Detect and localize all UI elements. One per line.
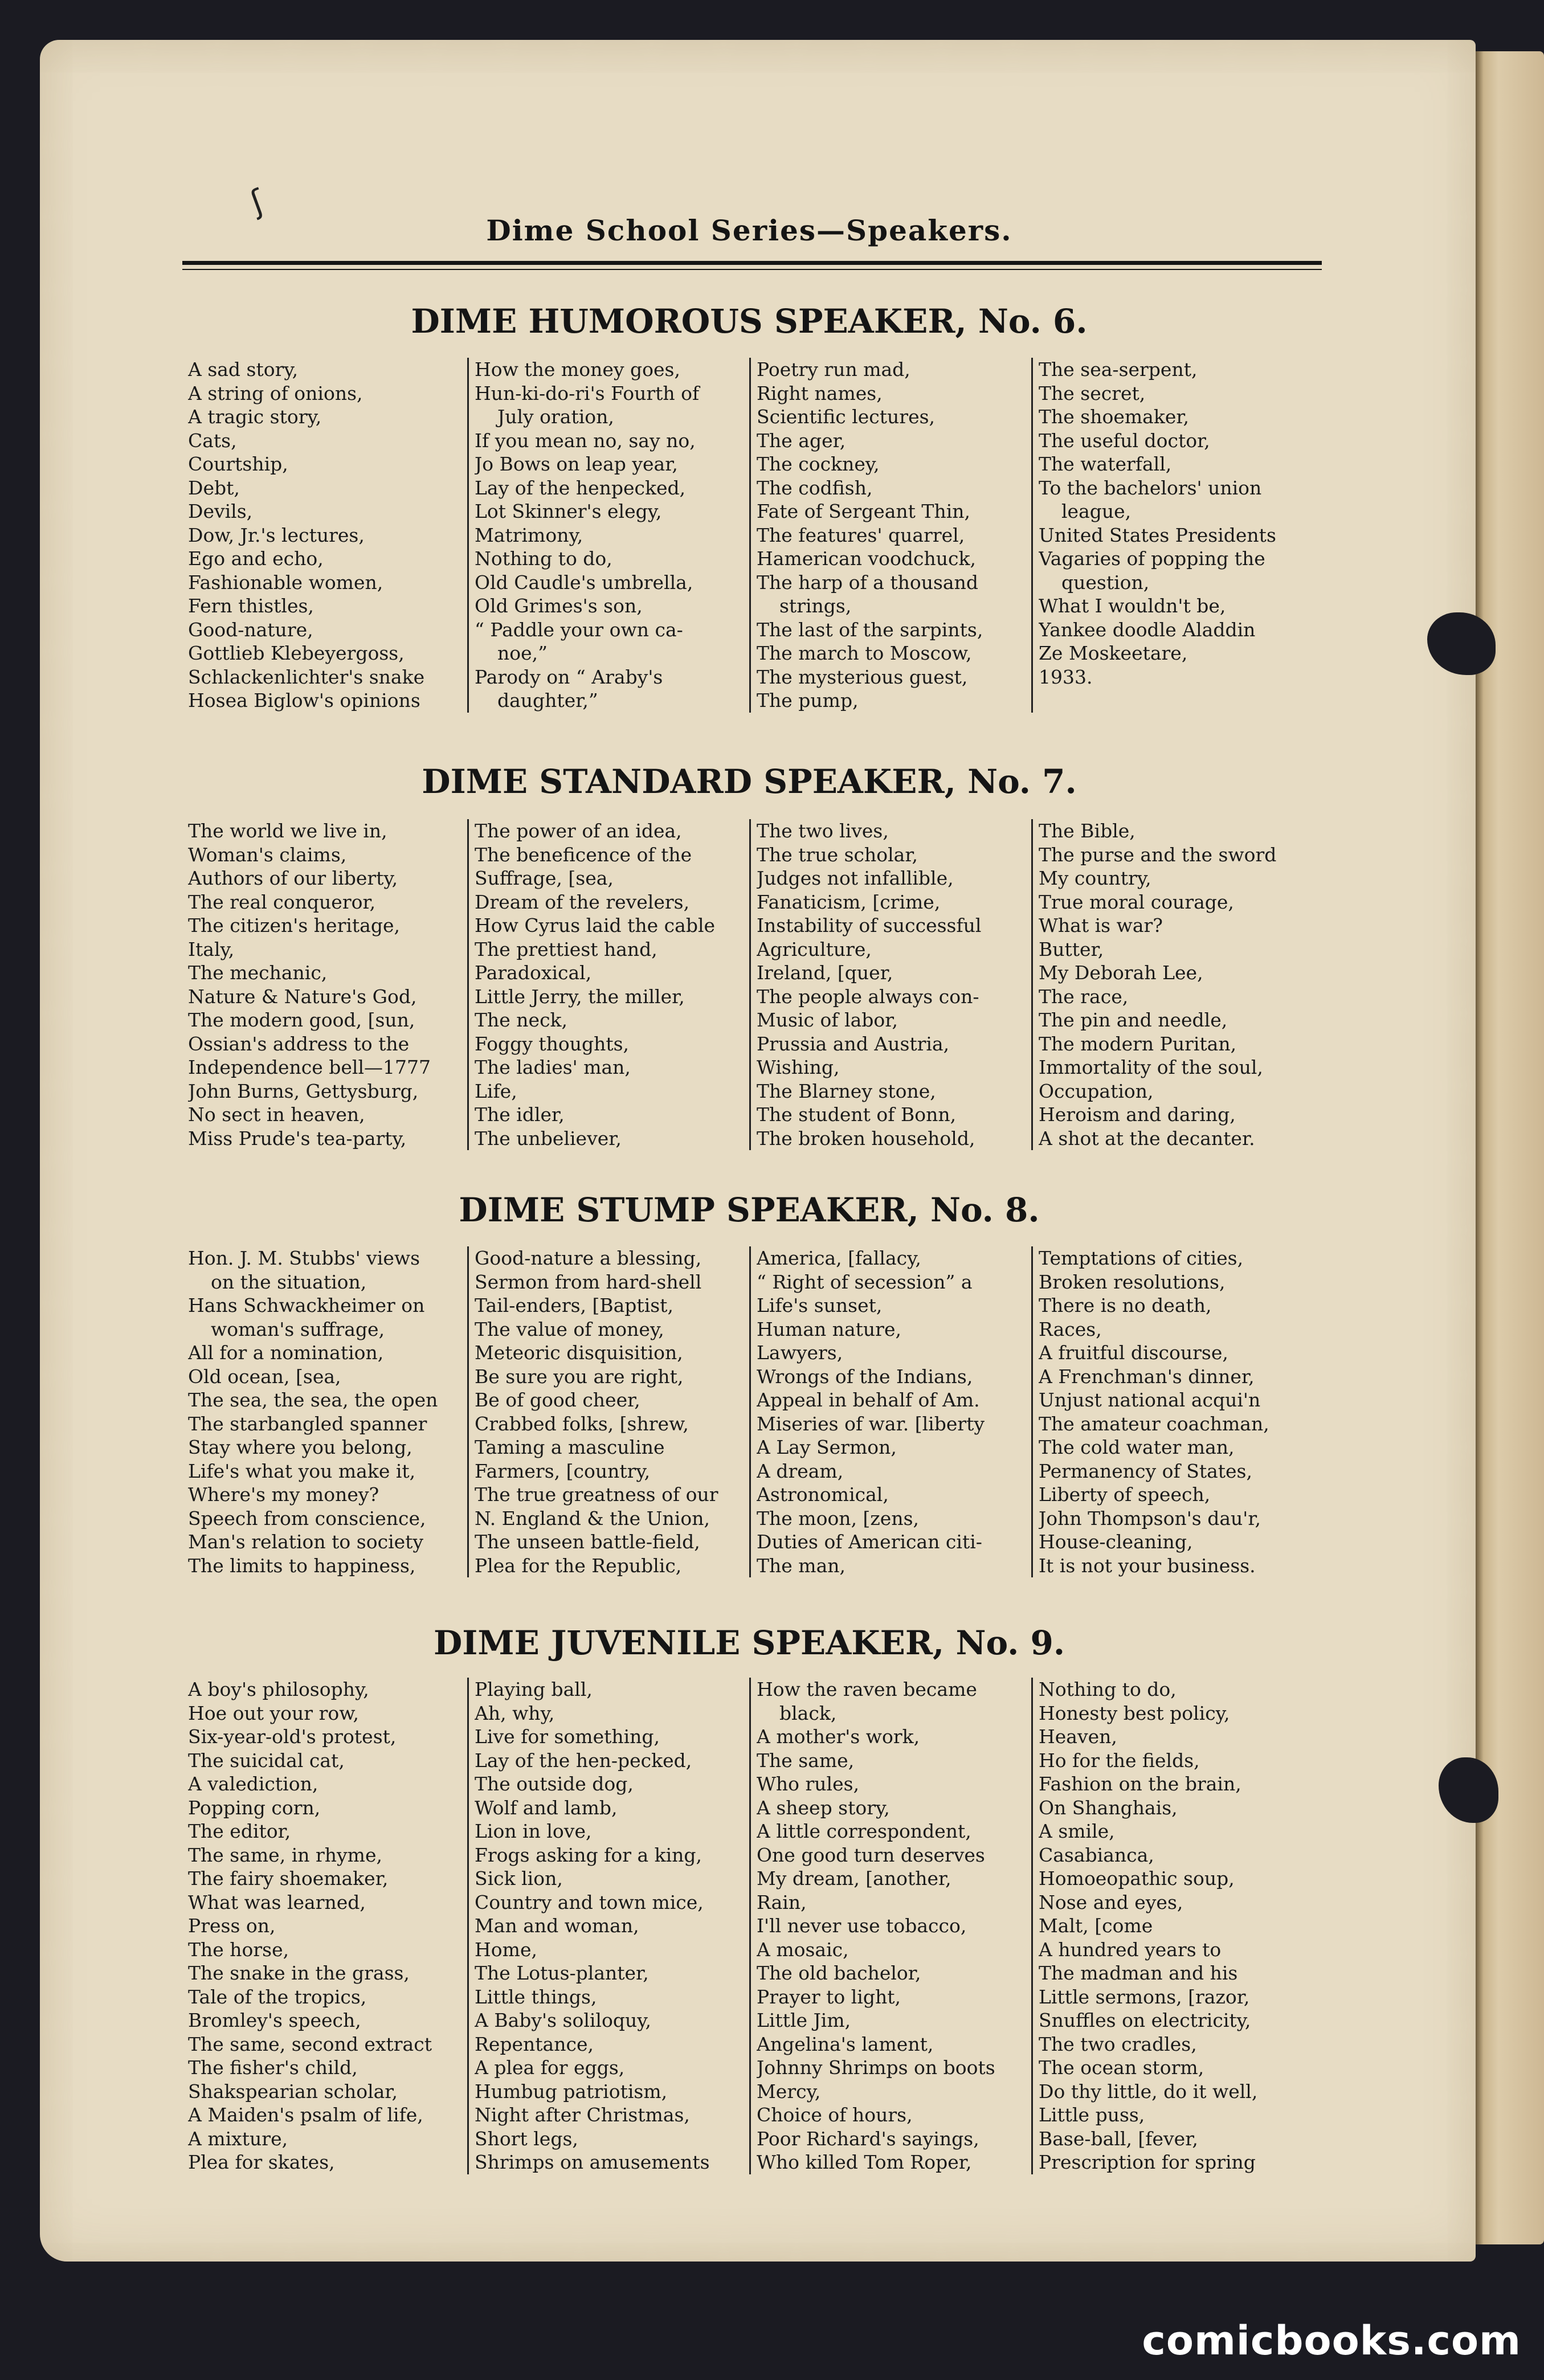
list-item: A sad story, bbox=[188, 358, 299, 381]
list-item: Good-nature a blessing, bbox=[475, 1247, 702, 1269]
list-item: On Shanghais, bbox=[1039, 1796, 1178, 1819]
list-item: Lion in love, bbox=[475, 1820, 592, 1842]
list-item: Nose and eyes, bbox=[1039, 1891, 1183, 1913]
list-item: My country, bbox=[1039, 867, 1151, 889]
list-item: Yankee doodle Aladdin bbox=[1039, 618, 1256, 641]
column bbox=[188, 819, 467, 1150]
list-item: Press on, bbox=[188, 1915, 276, 1937]
list-item: Little puss, bbox=[1039, 2104, 1145, 2126]
column bbox=[1031, 1678, 1327, 2174]
list-item: The world we live in, bbox=[188, 820, 387, 842]
list-item: The shoemaker, bbox=[1039, 406, 1189, 428]
list-item: The same, second extract bbox=[188, 2033, 432, 2055]
list-item: The same, in rhyme, bbox=[188, 1843, 382, 1866]
list-item: Old Grimes's son, bbox=[475, 595, 643, 617]
list-item: Prescription for spring bbox=[1039, 2151, 1256, 2173]
list-item: The mechanic, bbox=[188, 962, 328, 984]
list-item: league, bbox=[1061, 500, 1132, 522]
list-item: Plea for the Republic, bbox=[475, 1554, 682, 1577]
list-item: Jo Bows on leap year, bbox=[475, 453, 678, 475]
list-item: Hoe out your row, bbox=[188, 1702, 360, 1724]
list-item: The fairy shoemaker, bbox=[188, 1867, 389, 1890]
list-item: The people always con- bbox=[757, 985, 979, 1008]
list-item: What is war? bbox=[1039, 914, 1163, 937]
list-item: Temptations of cities, bbox=[1039, 1247, 1244, 1269]
list-item: The pin and needle, bbox=[1039, 1009, 1228, 1031]
list-item: Hosea Biglow's opinions bbox=[188, 689, 420, 711]
list-item: 1933. bbox=[1039, 665, 1093, 688]
list-item: Duties of American citi- bbox=[757, 1531, 982, 1553]
list-item: Gottlieb Klebeyergoss, bbox=[188, 642, 405, 664]
list-item: Butter, bbox=[1039, 938, 1104, 960]
list-item: Hans Schwackheimer on bbox=[188, 1294, 425, 1316]
list-item: Heroism and daring, bbox=[1039, 1103, 1236, 1126]
list-item: Dream of the revelers, bbox=[475, 890, 690, 913]
section-title-standard: DIME STANDARD SPEAKER, No. 7. bbox=[422, 762, 1077, 801]
list-item: Ego and echo, bbox=[188, 547, 324, 570]
column bbox=[1031, 358, 1327, 713]
list-item: A plea for eggs, bbox=[475, 2056, 625, 2079]
list-item: Meteoric disquisition, bbox=[475, 1342, 683, 1364]
list-item: What was learned, bbox=[188, 1891, 366, 1913]
list-item: My Deborah Lee, bbox=[1039, 962, 1203, 984]
list-item: All for a nomination, bbox=[188, 1342, 384, 1364]
list-item: The codfish, bbox=[757, 476, 873, 499]
list-item: Snuffles on electricity, bbox=[1039, 2009, 1251, 2031]
list-item: The last of the sarpints, bbox=[757, 618, 983, 641]
list-item: The mysterious guest, bbox=[757, 665, 968, 688]
list-item: The two cradles, bbox=[1039, 2033, 1197, 2055]
list-item: July oration, bbox=[497, 406, 614, 428]
list-item: Be sure you are right, bbox=[475, 1365, 684, 1388]
list-item: The purse and the sword bbox=[1039, 843, 1277, 866]
list-item: Broken resolutions, bbox=[1039, 1270, 1226, 1293]
list-item: The man, bbox=[757, 1554, 845, 1577]
list-item: The prettiest hand, bbox=[475, 938, 657, 960]
list-item: A sheep story, bbox=[757, 1796, 890, 1819]
section-standard bbox=[188, 819, 1327, 1150]
list-item: The ladies' man, bbox=[475, 1056, 631, 1078]
list-item: Life, bbox=[475, 1079, 517, 1102]
list-item: The snake in the grass, bbox=[188, 1962, 410, 1984]
list-item: Malt, [come bbox=[1039, 1915, 1153, 1937]
list-item: Farmers, [country, bbox=[475, 1459, 651, 1482]
list-item: House-cleaning, bbox=[1039, 1531, 1193, 1553]
list-item: Fanaticism, [crime, bbox=[757, 890, 941, 913]
list-item: Lay of the hen-pecked, bbox=[475, 1749, 692, 1772]
list-item: Unjust national acqui'n bbox=[1039, 1389, 1261, 1411]
list-item: Human nature, bbox=[757, 1318, 901, 1340]
list-item: Angelina's lament, bbox=[757, 2033, 934, 2055]
list-item: The Lotus-planter, bbox=[475, 1962, 649, 1984]
list-item: Do thy little, do it well, bbox=[1039, 2080, 1258, 2103]
list-item: Judges not infallible, bbox=[757, 867, 954, 889]
list-item: United States Presidents bbox=[1039, 524, 1276, 546]
list-item: Instability of successful bbox=[757, 914, 982, 937]
column bbox=[467, 819, 749, 1150]
list-item: Life's what you make it, bbox=[188, 1459, 416, 1482]
list-item: The real conqueror, bbox=[188, 890, 376, 913]
list-item: Ho for the fields, bbox=[1039, 1749, 1200, 1772]
list-item: The broken household, bbox=[757, 1127, 975, 1150]
list-item: Night after Christmas, bbox=[475, 2104, 690, 2126]
section-title-juvenile: DIME JUVENILE SPEAKER, No. 9. bbox=[433, 1624, 1065, 1662]
list-item: Appeal in behalf of Am. bbox=[757, 1389, 980, 1411]
list-item: The features' quarrel, bbox=[757, 524, 965, 546]
list-item: Homoeopathic soup, bbox=[1039, 1867, 1235, 1890]
list-item: Miseries of war. [liberty bbox=[757, 1412, 985, 1435]
list-item: Nothing to do, bbox=[1039, 1678, 1177, 1700]
section-title-stump: DIME STUMP SPEAKER, No. 8. bbox=[459, 1191, 1040, 1229]
list-item: Matrimony, bbox=[475, 524, 583, 546]
list-item: The sea-serpent, bbox=[1039, 358, 1198, 381]
list-item: on the situation, bbox=[211, 1270, 367, 1293]
list-item: Astronomical, bbox=[757, 1483, 889, 1506]
list-item: woman's suffrage, bbox=[211, 1318, 385, 1340]
list-item: Liberty of speech, bbox=[1039, 1483, 1211, 1506]
list-item: Wolf and lamb, bbox=[475, 1796, 618, 1819]
list-item: A valediction, bbox=[188, 1773, 318, 1795]
list-item: Miss Prude's tea-party, bbox=[188, 1127, 407, 1150]
list-item: Parody on “ Araby's bbox=[475, 665, 663, 688]
list-item: The fisher's child, bbox=[188, 2056, 358, 2079]
list-item: Be of good cheer, bbox=[475, 1389, 640, 1411]
column bbox=[467, 1246, 749, 1577]
list-item: Debt, bbox=[188, 476, 240, 499]
list-item: Music of labor, bbox=[757, 1009, 898, 1031]
list-item: The suicidal cat, bbox=[188, 1749, 345, 1772]
list-item: The power of an idea, bbox=[475, 820, 682, 842]
list-item: A mother's work, bbox=[757, 1725, 920, 1748]
list-item: There is no death, bbox=[1039, 1294, 1212, 1316]
list-item: The waterfall, bbox=[1039, 453, 1172, 475]
pen-mark: ʃ bbox=[246, 182, 269, 222]
list-item: Wishing, bbox=[757, 1056, 840, 1078]
list-item: The sea, the sea, the open bbox=[188, 1389, 438, 1411]
column bbox=[467, 1678, 749, 2174]
list-item: A Maiden's psalm of life, bbox=[188, 2104, 423, 2126]
list-item: Little sermons, [razor, bbox=[1039, 1985, 1250, 2008]
list-item: Little Jerry, the miller, bbox=[475, 985, 685, 1008]
list-item: N. England & the Union, bbox=[475, 1507, 710, 1530]
series-heading: Dime School Series—Speakers. bbox=[486, 214, 1012, 247]
list-item: Popping corn, bbox=[188, 1796, 321, 1819]
list-item: Fashion on the brain, bbox=[1039, 1773, 1241, 1795]
list-item: John Thompson's dau'r, bbox=[1039, 1507, 1261, 1530]
list-item: The ocean storm, bbox=[1039, 2056, 1204, 2079]
list-item: The unseen battle-field, bbox=[475, 1531, 700, 1553]
column bbox=[749, 819, 1031, 1150]
list-item: Little Jim, bbox=[757, 2009, 851, 2031]
list-item: Fate of Sergeant Thin, bbox=[757, 500, 970, 522]
list-item: The race, bbox=[1039, 985, 1129, 1008]
column bbox=[749, 1246, 1031, 1577]
list-item: The horse, bbox=[188, 1938, 289, 1961]
column bbox=[1031, 819, 1327, 1150]
list-item: A smile, bbox=[1039, 1820, 1115, 1842]
list-item: A string of onions, bbox=[188, 382, 363, 404]
list-item: No sect in heaven, bbox=[188, 1103, 365, 1126]
list-item: Good-nature, bbox=[188, 618, 313, 641]
list-item: Schlackenlichter's snake bbox=[188, 665, 425, 688]
list-item: Ah, why, bbox=[475, 1702, 555, 1724]
list-item: A fruitful discourse, bbox=[1039, 1342, 1228, 1364]
list-item: The ager, bbox=[757, 429, 846, 452]
list-item: Who rules, bbox=[757, 1773, 860, 1795]
list-item: Humbug patriotism, bbox=[475, 2080, 668, 2103]
list-item: The outside dog, bbox=[475, 1773, 634, 1795]
list-item: The starbangled spanner bbox=[188, 1412, 427, 1435]
list-item: noe,” bbox=[497, 642, 548, 664]
list-item: Agriculture, bbox=[757, 938, 872, 960]
list-item: Man's relation to society bbox=[188, 1531, 424, 1553]
list-item: The beneficence of the bbox=[475, 843, 692, 866]
list-item: What I wouldn't be, bbox=[1039, 595, 1226, 617]
list-item: The madman and his bbox=[1039, 1962, 1238, 1984]
list-item: Hon. J. M. Stubbs' views bbox=[188, 1247, 420, 1269]
list-item: Little things, bbox=[475, 1985, 597, 2008]
column bbox=[467, 358, 749, 713]
list-item: A Frenchman's dinner, bbox=[1039, 1365, 1255, 1388]
list-item: Permanency of States, bbox=[1039, 1459, 1252, 1482]
column bbox=[749, 1678, 1031, 2174]
heading-rule-thin bbox=[182, 269, 1322, 270]
list-item: Six-year-old's protest, bbox=[188, 1725, 397, 1748]
page-edge bbox=[1476, 51, 1544, 2244]
list-item: Poor Richard's sayings, bbox=[757, 2127, 979, 2150]
list-item: One good turn deserves bbox=[757, 1843, 985, 1866]
list-item: If you mean no, say no, bbox=[475, 429, 696, 452]
list-item: A Baby's soliloquy, bbox=[475, 2009, 651, 2031]
list-item: To the bachelors' union bbox=[1039, 476, 1262, 499]
column bbox=[1031, 1246, 1327, 1577]
list-item: The Bible, bbox=[1039, 820, 1135, 842]
list-item: Lay of the henpecked, bbox=[475, 476, 686, 499]
list-item: The student of Bonn, bbox=[757, 1103, 957, 1126]
list-item: A hundred years to bbox=[1039, 1938, 1222, 1961]
list-item: Wrongs of the Indians, bbox=[757, 1365, 973, 1388]
list-item: Man and woman, bbox=[475, 1915, 639, 1937]
list-item: Short legs, bbox=[475, 2127, 578, 2150]
list-item: Heaven, bbox=[1039, 1725, 1117, 1748]
list-item: The useful doctor, bbox=[1039, 429, 1210, 452]
list-item: Bromley's speech, bbox=[188, 2009, 361, 2031]
list-item: A little correspondent, bbox=[757, 1820, 971, 1842]
list-item: How the raven became bbox=[757, 1678, 977, 1700]
list-item: My dream, [another, bbox=[757, 1867, 951, 1890]
list-item: The editor, bbox=[188, 1820, 291, 1842]
list-item: A Lay Sermon, bbox=[757, 1436, 897, 1458]
list-item: Foggy thoughts, bbox=[475, 1032, 630, 1055]
list-item: A boy's philosophy, bbox=[188, 1678, 369, 1700]
list-item: Mercy, bbox=[757, 2080, 821, 2103]
column bbox=[188, 1246, 467, 1577]
heading-rule bbox=[182, 261, 1322, 265]
list-item: Speech from conscience, bbox=[188, 1507, 426, 1530]
list-item: The cockney, bbox=[757, 453, 880, 475]
list-item: Life's sunset, bbox=[757, 1294, 883, 1316]
list-item: Scientific lectures, bbox=[757, 406, 936, 428]
list-item: Lawyers, bbox=[757, 1342, 843, 1364]
list-item: The neck, bbox=[475, 1009, 568, 1031]
list-item: How the money goes, bbox=[475, 358, 680, 381]
list-item: The moon, [zens, bbox=[757, 1507, 920, 1530]
list-item: Independence bell—1777 bbox=[188, 1056, 431, 1078]
list-item: Woman's claims, bbox=[188, 843, 347, 866]
list-item: Lot Skinner's elegy, bbox=[475, 500, 662, 522]
column bbox=[188, 358, 467, 713]
list-item: The idler, bbox=[475, 1103, 565, 1126]
list-item: Fashionable women, bbox=[188, 571, 383, 594]
section-juvenile bbox=[188, 1678, 1327, 2174]
list-item: Italy, bbox=[188, 938, 235, 960]
list-item: True moral courage, bbox=[1039, 890, 1234, 913]
list-item: Taming a masculine bbox=[475, 1436, 665, 1458]
list-item: Hun-ki-do-ri's Fourth of bbox=[475, 382, 700, 404]
list-item: Who killed Tom Roper, bbox=[757, 2151, 972, 2173]
list-item: Shrimps on amusements bbox=[475, 2151, 710, 2173]
list-item: A mixture, bbox=[188, 2127, 288, 2150]
list-item: Hamerican voodchuck, bbox=[757, 547, 976, 570]
list-item: The two lives, bbox=[757, 820, 889, 842]
list-item: Stay where you belong, bbox=[188, 1436, 412, 1458]
section-title-humorous: DIME HUMOROUS SPEAKER, No. 6. bbox=[411, 302, 1088, 341]
list-item: Sick lion, bbox=[475, 1867, 563, 1890]
list-item: Tale of the tropics, bbox=[188, 1985, 367, 2008]
list-item: The pump, bbox=[757, 689, 859, 711]
list-item: Choice of hours, bbox=[757, 2104, 913, 2126]
list-item: “ Paddle your own ca- bbox=[475, 618, 683, 641]
list-item: Immortality of the soul, bbox=[1039, 1056, 1263, 1078]
list-item: The harp of a thousand bbox=[757, 571, 978, 594]
list-item: Prayer to light, bbox=[757, 1985, 901, 2008]
list-item: Ze Moskeetare, bbox=[1039, 642, 1188, 664]
list-item: Fern thistles, bbox=[188, 595, 314, 617]
list-item: Prussia and Austria, bbox=[757, 1032, 950, 1055]
list-item: Where's my money? bbox=[188, 1483, 379, 1506]
list-item: “ Right of secession” a bbox=[757, 1270, 973, 1293]
list-item: The amateur coachman, bbox=[1039, 1412, 1269, 1435]
list-item: Tail-enders, [Baptist, bbox=[475, 1294, 673, 1316]
list-item: Playing ball, bbox=[475, 1678, 593, 1700]
list-item: Crabbed folks, [shrew, bbox=[475, 1412, 689, 1435]
list-item: Poetry run mad, bbox=[757, 358, 910, 381]
list-item: black, bbox=[779, 1702, 837, 1724]
list-item: Honesty best policy, bbox=[1039, 1702, 1230, 1724]
list-item: The march to Moscow, bbox=[757, 642, 972, 664]
list-item: Ossian's address to the bbox=[188, 1032, 410, 1055]
list-item: Rain, bbox=[757, 1891, 807, 1913]
section-stump bbox=[188, 1246, 1327, 1577]
list-item: Live for something, bbox=[475, 1725, 660, 1748]
list-item: Country and town mice, bbox=[475, 1891, 704, 1913]
list-item: Johnny Shrimps on boots bbox=[757, 2056, 995, 2079]
list-item: The old bachelor, bbox=[757, 1962, 921, 1984]
column bbox=[749, 358, 1031, 713]
list-item: Vagaries of popping the bbox=[1039, 547, 1265, 570]
list-item: Paradoxical, bbox=[475, 962, 592, 984]
list-item: The modern Puritan, bbox=[1039, 1032, 1237, 1055]
list-item: strings, bbox=[779, 595, 852, 617]
list-item: Old Caudle's umbrella, bbox=[475, 571, 693, 594]
list-item: It is not your business. bbox=[1039, 1554, 1256, 1577]
list-item: The modern good, [sun, bbox=[188, 1009, 415, 1031]
list-item: America, [fallacy, bbox=[757, 1247, 921, 1269]
list-item: The unbeliever, bbox=[475, 1127, 622, 1150]
list-item: Cats, bbox=[188, 429, 237, 452]
list-item: I'll never use tobacco, bbox=[757, 1915, 967, 1937]
list-item: How Cyrus laid the cable bbox=[475, 914, 716, 937]
list-item: Races, bbox=[1039, 1318, 1102, 1340]
list-item: Base-ball, [fever, bbox=[1039, 2127, 1198, 2150]
list-item: Nothing to do, bbox=[475, 547, 612, 570]
list-item: The same, bbox=[757, 1749, 855, 1772]
list-item: Shakspearian scholar, bbox=[188, 2080, 398, 2103]
list-item: A tragic story, bbox=[188, 406, 322, 428]
list-item: The value of money, bbox=[475, 1318, 664, 1340]
list-item: daughter,” bbox=[497, 689, 598, 711]
list-item: A mosaic, bbox=[757, 1938, 849, 1961]
watermark: comicbooks.com bbox=[1142, 2317, 1521, 2364]
list-item: Nature & Nature's God, bbox=[188, 985, 417, 1008]
list-item: The limits to happiness, bbox=[188, 1554, 416, 1577]
list-item: Suffrage, [sea, bbox=[475, 867, 614, 889]
column bbox=[188, 1678, 467, 2174]
section-humorous bbox=[188, 358, 1327, 713]
list-item: Courtship, bbox=[188, 453, 288, 475]
list-item: The cold water man, bbox=[1039, 1436, 1235, 1458]
list-item: The citizen's heritage, bbox=[188, 914, 400, 937]
list-item: John Burns, Gettysburg, bbox=[188, 1079, 419, 1102]
list-item: Ireland, [quer, bbox=[757, 962, 893, 984]
list-item: Right names, bbox=[757, 382, 883, 404]
list-item: Repentance, bbox=[475, 2033, 594, 2055]
list-item: Devils, bbox=[188, 500, 253, 522]
list-item: question, bbox=[1061, 571, 1150, 594]
list-item: Sermon from hard-shell bbox=[475, 1270, 702, 1293]
list-item: The true scholar, bbox=[757, 843, 918, 866]
list-item: The Blarney stone, bbox=[757, 1079, 936, 1102]
list-item: A dream, bbox=[757, 1459, 844, 1482]
list-item: Plea for skates, bbox=[188, 2151, 335, 2173]
list-item: Old ocean, [sea, bbox=[188, 1365, 341, 1388]
list-item: Home, bbox=[475, 1938, 537, 1961]
list-item: Dow, Jr.'s lectures, bbox=[188, 524, 365, 546]
list-item: Authors of our liberty, bbox=[188, 867, 398, 889]
list-item: Casabianca, bbox=[1039, 1843, 1154, 1866]
list-item: Frogs asking for a king, bbox=[475, 1843, 702, 1866]
list-item: A shot at the decanter. bbox=[1039, 1127, 1255, 1150]
list-item: The secret, bbox=[1039, 382, 1146, 404]
list-item: Occupation, bbox=[1039, 1079, 1154, 1102]
list-item: The true greatness of our bbox=[475, 1483, 718, 1506]
